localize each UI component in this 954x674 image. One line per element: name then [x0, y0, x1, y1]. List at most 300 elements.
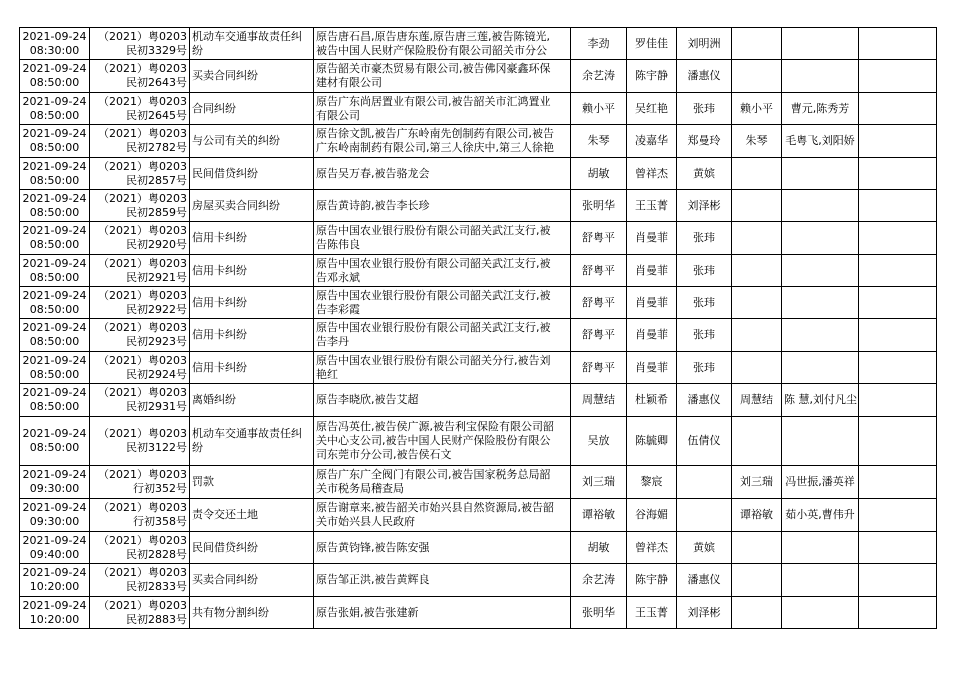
- case-cause: [190, 222, 314, 255]
- case-parties-line: 原告中国农业银行股份有限公司韶关武江支行,被: [316, 224, 551, 237]
- case-number: [90, 287, 190, 319]
- hearing-datetime-line: 2021-09-24: [22, 224, 87, 237]
- presiding-judge: 赖小平: [571, 93, 627, 125]
- undertaking-judge: [732, 28, 782, 60]
- case-parties: [314, 352, 571, 384]
- table-row: [20, 499, 937, 532]
- case-cause-line: 共有物分割纠纷: [192, 605, 269, 619]
- case-cause-line: 信用卡纠纷: [192, 263, 247, 277]
- case-cause-line: 纷: [192, 43, 203, 57]
- case-parties-line: 原告中国农业银行股份有限公司韶关分行,被告刘: [316, 353, 551, 367]
- hearing-datetime-line: 08:50:00: [29, 238, 80, 251]
- hearing-datetime-line: 2021-09-24: [22, 353, 87, 367]
- table-row: [20, 28, 937, 60]
- case-parties: [314, 532, 571, 564]
- judge-assistant: 肖曼菲: [627, 287, 677, 319]
- remarks: [859, 158, 937, 190]
- case-parties-line: 关市税务局稽查局: [316, 482, 404, 495]
- case-cause-line: 合同纠纷: [192, 101, 236, 115]
- judge-assistant: 肖曼菲: [627, 352, 677, 384]
- case-parties-line: 原告张娟,被告张建新: [316, 605, 419, 619]
- presiding-judge: 朱琴: [571, 125, 627, 158]
- case-cause: [190, 287, 314, 319]
- case-parties-line: 原告黄钧锋,被告陈安强: [316, 540, 430, 554]
- hearing-datetime-line: 2021-09-24: [22, 566, 87, 579]
- case-number-line: （2021）粤0203: [98, 62, 187, 75]
- case-number-line: （2021）粤0203: [98, 224, 187, 237]
- case-parties-line: 原告黄诗韵,被告李长珍: [316, 198, 430, 212]
- case-parties: [314, 319, 571, 352]
- hearing-datetime: [20, 255, 90, 287]
- remarks: [859, 417, 937, 466]
- remarks: [859, 532, 937, 564]
- undertaking-judge: 周慧结: [732, 384, 782, 417]
- case-number: [90, 417, 190, 466]
- court-clerk: 刘明洲: [677, 28, 732, 60]
- hearing-datetime-line: 2021-09-24: [22, 256, 87, 270]
- undertaking-judge: [732, 158, 782, 190]
- case-cause-line: 民间借贷纠纷: [192, 166, 258, 180]
- case-parties-line: 原告中国农业银行股份有限公司韶关武江支行,被: [316, 321, 551, 334]
- hearing-datetime: [20, 93, 90, 125]
- presiding-judge: 胡敏: [571, 158, 627, 190]
- case-number-line: （2021）粤0203: [98, 468, 187, 481]
- case-parties: [314, 287, 571, 319]
- table-row: [20, 352, 937, 384]
- case-parties-line: 原告谢章来,被告韶关市始兴县自然资源局,被告韶: [316, 501, 554, 514]
- table-row: [20, 287, 937, 319]
- agents: [782, 532, 859, 564]
- hearing-datetime-line: 10:20:00: [29, 612, 80, 626]
- hearing-datetime-line: 2021-09-24: [22, 427, 87, 440]
- case-cause: [190, 384, 314, 417]
- case-cause: [190, 93, 314, 125]
- undertaking-judge: 朱琴: [732, 125, 782, 158]
- case-parties-line: 有限公司: [316, 108, 360, 122]
- undertaking-judge: [732, 319, 782, 352]
- hearing-datetime-line: 08:50:00: [29, 302, 80, 316]
- case-number: [90, 532, 190, 564]
- hearing-datetime: [20, 287, 90, 319]
- table-row: [20, 564, 937, 597]
- hearing-datetime-line: 2021-09-24: [22, 288, 87, 302]
- case-cause-line: 罚款: [192, 475, 214, 488]
- hearing-datetime-line: 09:30:00: [29, 515, 80, 528]
- presiding-judge: 余艺涛: [571, 564, 627, 597]
- case-parties-line: 告李彩霞: [316, 302, 360, 316]
- case-number-line: （2021）粤0203: [98, 386, 187, 399]
- case-parties-line: 原告中国农业银行股份有限公司韶关武江支行,被: [316, 256, 551, 270]
- case-number-line: 民初2833号: [126, 580, 187, 593]
- presiding-judge: 舒粤平: [571, 222, 627, 255]
- case-parties-line: 关中心支公司,被告中国人民财产保险股份有限公: [316, 434, 551, 447]
- remarks: [859, 597, 937, 629]
- case-parties-line: 原告广东尚居置业有限公司,被告韶关市汇鸿置业: [316, 94, 551, 108]
- agents: [782, 60, 859, 93]
- case-cause-line: 离婚纠纷: [192, 393, 236, 406]
- case-parties-line: 原告李晓欣,被告艾超: [316, 393, 419, 406]
- case-cause-line: 纷: [192, 441, 203, 454]
- table-row: [20, 532, 937, 564]
- case-number-line: （2021）粤0203: [98, 288, 187, 302]
- case-number-line: （2021）粤0203: [98, 191, 187, 205]
- case-cause: [190, 466, 314, 499]
- hearing-datetime: [20, 466, 90, 499]
- agents: 冯世振,潘英祥: [782, 466, 859, 499]
- agents: [782, 597, 859, 629]
- case-cause: [190, 190, 314, 222]
- case-number: [90, 158, 190, 190]
- case-parties-line: 告陈伟良: [316, 238, 360, 251]
- table-body: [20, 28, 937, 629]
- case-number-line: 民初2828号: [126, 547, 187, 561]
- case-number-line: （2021）粤0203: [98, 159, 187, 173]
- hearing-datetime: [20, 417, 90, 466]
- table-row: [20, 190, 937, 222]
- case-cause: [190, 60, 314, 93]
- case-number: [90, 60, 190, 93]
- table-row: [20, 222, 937, 255]
- case-parties-line: 原告唐石昌,原告唐东莲,原告唐三莲,被告陈镜光,: [316, 29, 550, 43]
- case-cause-line: 民间借贷纠纷: [192, 540, 258, 554]
- hearing-datetime-line: 08:50:00: [29, 205, 80, 219]
- hearing-datetime-line: 08:50:00: [29, 141, 80, 154]
- case-number-line: 民初2924号: [126, 367, 187, 381]
- hearing-datetime-line: 2021-09-24: [22, 29, 87, 43]
- case-number-line: （2021）粤0203: [98, 29, 187, 43]
- case-cause: [190, 417, 314, 466]
- hearing-datetime: [20, 158, 90, 190]
- presiding-judge: 余艺涛: [571, 60, 627, 93]
- case-number: [90, 125, 190, 158]
- hearing-datetime-line: 08:50:00: [29, 400, 80, 413]
- case-cause-line: 信用卡纠纷: [192, 295, 247, 309]
- court-clerk: 潘惠仪: [677, 384, 732, 417]
- case-number-line: （2021）粤0203: [98, 427, 187, 440]
- case-cause: [190, 352, 314, 384]
- agents: [782, 287, 859, 319]
- case-number-line: 民初2920号: [126, 238, 187, 251]
- case-parties: [314, 466, 571, 499]
- judge-assistant: 罗佳佳: [627, 28, 677, 60]
- undertaking-judge: [732, 597, 782, 629]
- case-number: [90, 28, 190, 60]
- agents: [782, 158, 859, 190]
- remarks: [859, 319, 937, 352]
- case-number: [90, 93, 190, 125]
- agents: [782, 28, 859, 60]
- case-number: [90, 190, 190, 222]
- court-clerk: [677, 499, 732, 532]
- remarks: [859, 287, 937, 319]
- hearing-datetime-line: 08:50:00: [29, 367, 80, 381]
- court-clerk: 潘惠仪: [677, 60, 732, 93]
- case-number: [90, 499, 190, 532]
- undertaking-judge: 刘三瑞: [732, 466, 782, 499]
- presiding-judge: 舒粤平: [571, 255, 627, 287]
- undertaking-judge: [732, 255, 782, 287]
- hearing-datetime: [20, 222, 90, 255]
- remarks: [859, 466, 937, 499]
- judge-assistant: 王玉菁: [627, 190, 677, 222]
- court-clerk: 黄嫔: [677, 532, 732, 564]
- judge-assistant: 陈毓卿: [627, 417, 677, 466]
- case-cause-line: 机动车交通事故责任纠: [192, 29, 302, 43]
- hearing-datetime: [20, 190, 90, 222]
- court-clerk: 刘泽彬: [677, 190, 732, 222]
- case-cause-line: 买卖合同纠纷: [192, 573, 258, 586]
- table-row: [20, 319, 937, 352]
- case-number-line: （2021）粤0203: [98, 94, 187, 108]
- presiding-judge: 周慧结: [571, 384, 627, 417]
- agents: [782, 564, 859, 597]
- judge-assistant: 肖曼菲: [627, 222, 677, 255]
- hearing-datetime: [20, 319, 90, 352]
- case-number-line: 民初2857号: [126, 173, 187, 187]
- hearing-datetime-line: 09:40:00: [29, 547, 80, 561]
- hearing-datetime-line: 10:20:00: [29, 580, 80, 593]
- table-row: [20, 255, 937, 287]
- case-number-line: （2021）粤0203: [98, 127, 187, 140]
- remarks: [859, 93, 937, 125]
- case-parties: [314, 255, 571, 287]
- case-parties: [314, 158, 571, 190]
- case-parties-line: 原告冯英仕,被告侯广源,被告利宝保险有限公司韶: [316, 420, 554, 433]
- case-parties-line: 司东莞市分公司,被告侯石文: [316, 448, 452, 461]
- hearing-datetime: [20, 597, 90, 629]
- case-parties: [314, 564, 571, 597]
- table-row: [20, 466, 937, 499]
- case-cause-line: 信用卡纠纷: [192, 231, 247, 244]
- case-number: [90, 564, 190, 597]
- case-parties-line: 被告中国人民财产保险股份有限公司韶关市分公: [316, 43, 547, 57]
- undertaking-judge: [732, 222, 782, 255]
- undertaking-judge: [732, 417, 782, 466]
- remarks: [859, 352, 937, 384]
- case-parties-line: 告李丹: [316, 335, 349, 348]
- case-number-line: 民初2923号: [126, 335, 187, 348]
- table-row: [20, 417, 937, 466]
- case-parties: [314, 417, 571, 466]
- remarks: [859, 499, 937, 532]
- presiding-judge: 舒粤平: [571, 352, 627, 384]
- case-number-line: 民初2921号: [126, 270, 187, 284]
- case-parties-line: 告邓永斌: [316, 270, 360, 284]
- judge-assistant: 陈宇静: [627, 60, 677, 93]
- hearing-datetime-line: 09:30:00: [29, 482, 80, 495]
- hearing-datetime-line: 2021-09-24: [22, 127, 87, 140]
- case-number-line: 民初3122号: [126, 441, 187, 454]
- hearing-datetime: [20, 28, 90, 60]
- court-clerk: 伍倩仪: [677, 417, 732, 466]
- court-clerk: 张玮: [677, 319, 732, 352]
- case-parties: [314, 597, 571, 629]
- undertaking-judge: [732, 287, 782, 319]
- hearing-datetime: [20, 60, 90, 93]
- judge-assistant: 肖曼菲: [627, 255, 677, 287]
- agents: 曹元,陈秀芳: [782, 93, 859, 125]
- case-number-line: 民初2931号: [126, 400, 187, 413]
- case-cause-line: 机动车交通事故责任纠: [192, 427, 302, 440]
- agents: 茹小英,曹伟升: [782, 499, 859, 532]
- hearing-datetime-line: 2021-09-24: [22, 94, 87, 108]
- agents: [782, 417, 859, 466]
- case-parties-line: 原告韶关市豪杰贸易有限公司,被告佛冈豪鑫环保: [316, 62, 551, 75]
- court-clerk: [677, 466, 732, 499]
- presiding-judge: 吴放: [571, 417, 627, 466]
- hearing-datetime-line: 2021-09-24: [22, 533, 87, 547]
- undertaking-judge: [732, 532, 782, 564]
- hearing-datetime: [20, 384, 90, 417]
- undertaking-judge: [732, 190, 782, 222]
- case-parties: [314, 499, 571, 532]
- table-row: [20, 384, 937, 417]
- court-clerk: 张玮: [677, 255, 732, 287]
- undertaking-judge: [732, 564, 782, 597]
- hearing-datetime-line: 2021-09-24: [22, 62, 87, 75]
- hearing-datetime-line: 08:50:00: [29, 441, 80, 454]
- remarks: [859, 255, 937, 287]
- case-parties-line: 原告中国农业银行股份有限公司韶关武江支行,被: [316, 288, 551, 302]
- judge-assistant: 王玉菁: [627, 597, 677, 629]
- presiding-judge: 张明华: [571, 190, 627, 222]
- case-cause-line: 买卖合同纠纷: [192, 69, 258, 82]
- remarks: [859, 384, 937, 417]
- case-number-line: 民初2922号: [126, 302, 187, 316]
- case-number: [90, 222, 190, 255]
- undertaking-judge: 赖小平: [732, 93, 782, 125]
- agents: [782, 255, 859, 287]
- case-cause-line: 与公司有关的纠纷: [192, 134, 280, 147]
- case-number-line: （2021）粤0203: [98, 501, 187, 514]
- presiding-judge: 胡敏: [571, 532, 627, 564]
- case-number-line: （2021）粤0203: [98, 533, 187, 547]
- hearing-datetime-line: 2021-09-24: [22, 468, 87, 481]
- case-number-line: 民初3329号: [126, 43, 187, 57]
- agents: 陈 慧,刘付凡尘: [782, 384, 859, 417]
- hearing-datetime-line: 08:50:00: [29, 108, 80, 122]
- judge-assistant: 杜颖希: [627, 384, 677, 417]
- hearing-datetime: [20, 352, 90, 384]
- remarks: [859, 564, 937, 597]
- case-cause: [190, 319, 314, 352]
- case-cause-line: 信用卡纠纷: [192, 328, 247, 341]
- case-cause-line: 房屋买卖合同纠纷: [192, 198, 280, 212]
- hearing-datetime: [20, 564, 90, 597]
- case-cause: [190, 499, 314, 532]
- hearing-schedule-table: [19, 27, 937, 629]
- judge-assistant: 谷海媚: [627, 499, 677, 532]
- case-parties-line: 广东岭南制药有限公司,第三人徐庆中,第三人徐艳: [316, 141, 554, 154]
- table-row: [20, 93, 937, 125]
- case-number-line: 民初2859号: [126, 205, 187, 219]
- case-cause: [190, 125, 314, 158]
- judge-assistant: 黎宸: [627, 466, 677, 499]
- case-number: [90, 466, 190, 499]
- case-parties: [314, 93, 571, 125]
- court-clerk: 张玮: [677, 287, 732, 319]
- hearing-datetime-line: 2021-09-24: [22, 501, 87, 514]
- case-cause: [190, 255, 314, 287]
- case-cause-line: 信用卡纠纷: [192, 360, 247, 374]
- hearing-datetime-line: 08:30:00: [29, 43, 80, 57]
- court-clerk: 郑曼玲: [677, 125, 732, 158]
- case-number: [90, 597, 190, 629]
- agents: [782, 319, 859, 352]
- case-number-line: （2021）粤0203: [98, 256, 187, 270]
- presiding-judge: 刘三瑞: [571, 466, 627, 499]
- agents: [782, 190, 859, 222]
- court-clerk: 黄嫔: [677, 158, 732, 190]
- court-clerk: 张玮: [677, 352, 732, 384]
- judge-assistant: 曾祥杰: [627, 158, 677, 190]
- case-cause: [190, 532, 314, 564]
- hearing-datetime: [20, 125, 90, 158]
- hearing-datetime: [20, 532, 90, 564]
- court-clerk: 张玮: [677, 222, 732, 255]
- case-parties: [314, 190, 571, 222]
- case-parties-line: 关市始兴县人民政府: [316, 515, 415, 528]
- remarks: [859, 190, 937, 222]
- undertaking-judge: [732, 352, 782, 384]
- remarks: [859, 125, 937, 158]
- hearing-datetime-line: 08:50:00: [29, 173, 80, 187]
- case-number: [90, 352, 190, 384]
- case-number: [90, 319, 190, 352]
- case-number-line: 民初2643号: [126, 76, 187, 89]
- judge-assistant: 陈宇静: [627, 564, 677, 597]
- case-number-line: 行初352号: [133, 482, 187, 495]
- table-row: [20, 125, 937, 158]
- hearing-datetime-line: 2021-09-24: [22, 321, 87, 334]
- case-number: [90, 255, 190, 287]
- hearing-datetime-line: 2021-09-24: [22, 159, 87, 173]
- presiding-judge: 张明华: [571, 597, 627, 629]
- case-parties-line: 艳红: [316, 367, 338, 381]
- case-number-line: 行初358号: [133, 515, 187, 528]
- court-clerk: 张玮: [677, 93, 732, 125]
- case-number-line: 民初2645号: [126, 108, 187, 122]
- case-parties-line: 原告广东广全阀门有限公司,被告国家税务总局韶: [316, 468, 551, 481]
- case-number-line: 民初2782号: [126, 141, 187, 154]
- case-cause: [190, 564, 314, 597]
- agents: [782, 222, 859, 255]
- case-cause-line: 责令交还土地: [192, 508, 258, 521]
- court-clerk: 潘惠仪: [677, 564, 732, 597]
- table-row: [20, 60, 937, 93]
- case-parties-line: 原告吴万春,被告骆龙会: [316, 166, 430, 180]
- remarks: [859, 28, 937, 60]
- case-parties: [314, 222, 571, 255]
- hearing-datetime-line: 08:50:00: [29, 270, 80, 284]
- remarks: [859, 222, 937, 255]
- case-parties-line: 原告邹正洪,被告黄辉良: [316, 573, 430, 586]
- judge-assistant: 曾祥杰: [627, 532, 677, 564]
- case-number-line: （2021）粤0203: [98, 353, 187, 367]
- table-row: [20, 158, 937, 190]
- judge-assistant: 凌嘉华: [627, 125, 677, 158]
- presiding-judge: 李劲: [571, 28, 627, 60]
- judge-assistant: 吴红艳: [627, 93, 677, 125]
- case-parties: [314, 60, 571, 93]
- case-parties: [314, 384, 571, 417]
- remarks: [859, 60, 937, 93]
- case-number-line: （2021）粤0203: [98, 321, 187, 334]
- case-cause: [190, 158, 314, 190]
- agents: [782, 352, 859, 384]
- table-row: [20, 597, 937, 629]
- presiding-judge: 舒粤平: [571, 287, 627, 319]
